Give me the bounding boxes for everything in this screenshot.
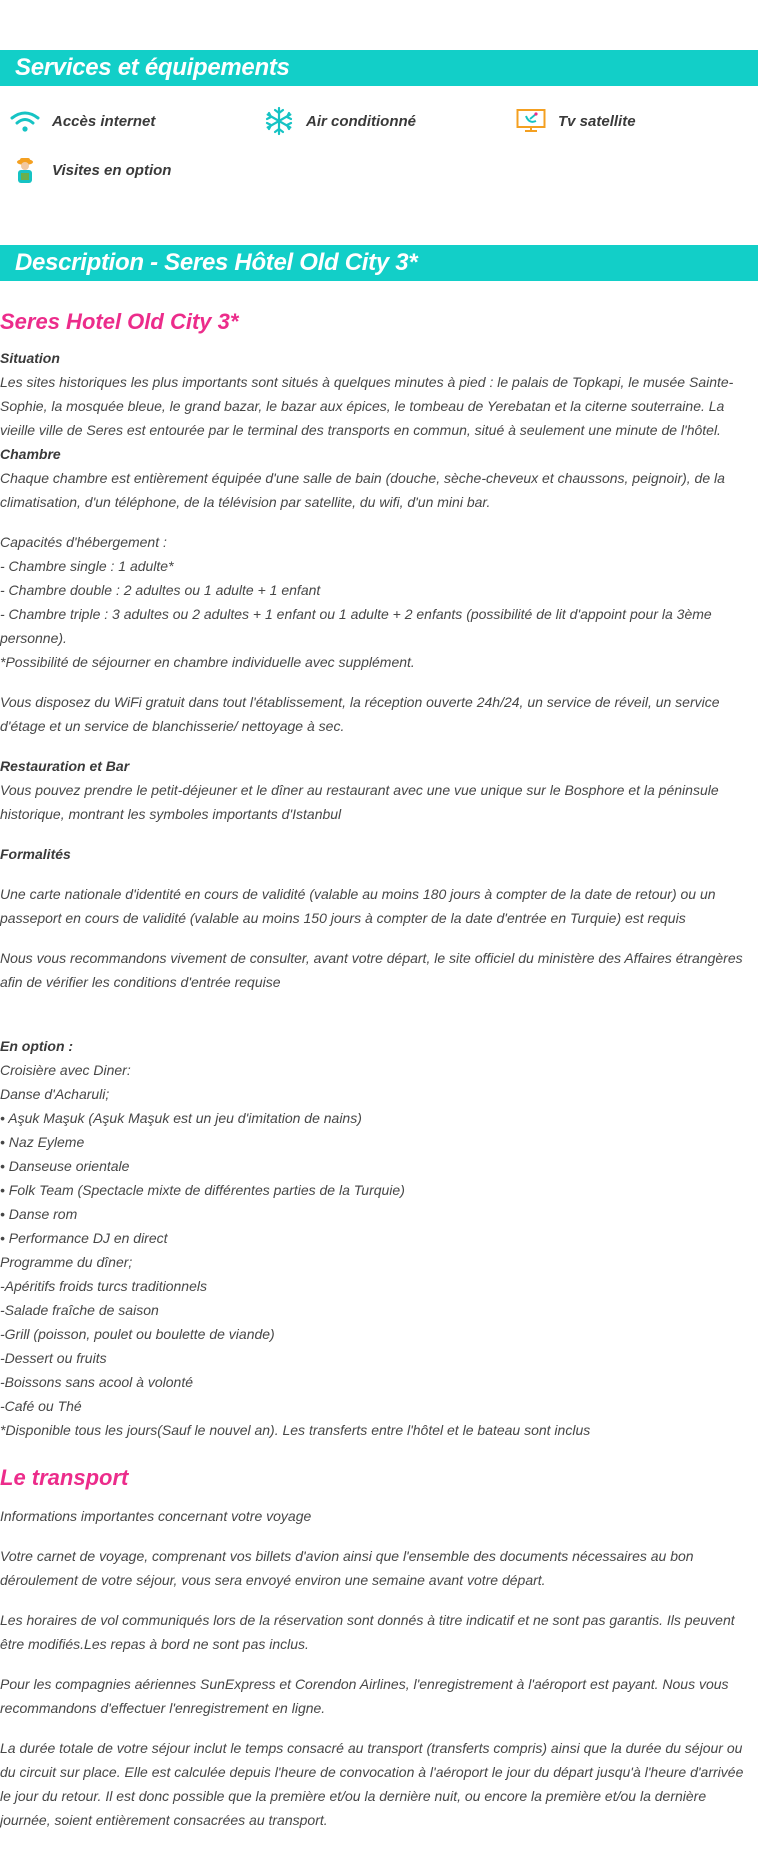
chambre-section <box>0 442 758 514</box>
option-line: • Naz Eyleme <box>0 1134 85 1150</box>
transport-paragraph: Informations importantes concernant votre voyage <box>0 1508 312 1524</box>
capacites-section <box>0 530 758 674</box>
transport-paragraph: La durée totale de votre séjour inclut le temps consacré au transport (transferts compris) ainsi que la durée du séjour ou du circuit sur place. Elle est calculée depuis l'heure de convocation à l'aéroport le jour du départ jusqu'à l'heure d'arrivée le jour du retour. Il est donc possible que la première et/ou la dernière nuit, ou encore la première et/ou la dernière journée, soient entièrement consacrées au transport. <box>0 1740 744 1828</box>
capacites-line: - Chambre triple : 3 adultes ou 2 adultes + 1 enfant ou 1 adulte + 2 enfants (possibilité de lit d'appoint pour la 3ème personne). <box>0 606 712 646</box>
description-banner <box>0 245 758 281</box>
option-line: • Aşuk Maşuk (Aşuk Maşuk est un jeu d'imitation de nains) <box>0 1110 362 1126</box>
option-line: Croisière avec Diner: <box>0 1062 131 1078</box>
transport-paragraph: Votre carnet de voyage, comprenant vos billets d'avion ainsi que l'ensemble des documents nécessaires au bon déroulement de votre séjour, vous sera envoyé environ une semaine avant votre départ. <box>0 1548 694 1588</box>
option-line: -Grill (poisson, poulet ou boulette de viande) <box>0 1326 275 1342</box>
option-line: • Danseuse orientale <box>0 1158 130 1174</box>
situation-title: Situation <box>0 350 60 366</box>
option-line: -Café ou Thé <box>0 1398 82 1414</box>
recommandation-text: Nous vous recommandons vivement de consulter, avant votre départ, le site officiel du ministère des Affaires étrangères afin de vérifier les conditions d'entrée requise <box>0 950 743 990</box>
service-label: Accès internet <box>52 112 156 130</box>
option-line: Danse d'Acharuli; <box>0 1086 110 1102</box>
restauration-section <box>0 754 758 826</box>
restauration-text: Vous pouvez prendre le petit-déjeuner et le dîner au restaurant avec une vue unique sur le Bosphore et la péninsule historique, montrant les symboles importants d'Istanbul <box>0 782 719 822</box>
option-line: Programme du dîner; <box>0 1254 133 1270</box>
option-line: *Disponible tous les jours(Sauf le nouvel an). Les transferts entre l'hôtel et le bateau sont inclus <box>0 1422 591 1438</box>
transport-paragraph: Pour les compagnies aériennes SunExpress et Corendon Airlines, l'enregistrement à l'aéroport est payant. Nous vous recommandons d'effectuer l'enregistrement en ligne. <box>0 1676 729 1716</box>
option-line: -Boissons sans acool à volonté <box>0 1374 193 1390</box>
option-line: -Salade fraîche de saison <box>0 1302 159 1318</box>
services-banner <box>0 50 758 86</box>
option-line: -Dessert ou fruits <box>0 1350 107 1366</box>
tour-guide-icon <box>10 155 40 185</box>
service-label: Tv satellite <box>558 112 636 130</box>
services-title: Services et équipements <box>15 54 290 81</box>
transport-heading: Le transport <box>0 1465 129 1490</box>
satellite-tv-icon <box>516 106 546 136</box>
option-line: • Performance DJ en direct <box>0 1230 168 1246</box>
restauration-title: Restauration et Bar <box>0 758 130 774</box>
service-item-satellite-tv <box>516 106 636 136</box>
option-line: • Folk Team (Spectacle mixte de différentes parties de la Turquie) <box>0 1182 405 1198</box>
hotel-name-heading: Seres Hotel Old City 3* <box>0 309 239 334</box>
formalites-title-block <box>0 842 758 866</box>
capacites-line: - Chambre double : 2 adultes ou 1 adulte + 1 enfant <box>0 582 321 598</box>
service-item-tours <box>10 155 171 185</box>
capacites-line: - Chambre single : 1 adulte* <box>0 558 174 574</box>
description-title: Description - Seres Hôtel Old City 3* <box>15 249 418 276</box>
formalites-title: Formalités <box>0 846 71 862</box>
description-body <box>0 307 758 1848</box>
service-label: Air conditionné <box>306 112 416 130</box>
situation-section <box>0 346 758 442</box>
capacites-line: *Possibilité de séjourner en chambre individuelle avec supplément. <box>0 654 415 670</box>
wifi-text: Vous disposez du WiFi gratuit dans tout l'établissement, la réception ouverte 24h/24, un service de réveil, un service d'étage et un service de blanchisserie/ nettoyage à sec. <box>0 694 720 734</box>
wifi-icon <box>10 106 40 136</box>
capacites-line: Capacités d'hébergement : <box>0 534 167 550</box>
service-item-internet <box>10 106 155 136</box>
snowflake-icon <box>264 106 294 136</box>
option-line: • Danse rom <box>0 1206 78 1222</box>
option-title: En option : <box>0 1038 74 1054</box>
chambre-title: Chambre <box>0 446 61 462</box>
chambre-text: Chaque chambre est entièrement équipée d'une salle de bain (douche, sèche-cheveux et chaussons, peignoir), de la climatisation, d'un téléphone, de la télévision par satellite, du wifi, d'un mini bar. <box>0 470 725 510</box>
option-line: -Apéritifs froids turcs traditionnels <box>0 1278 207 1294</box>
service-label: Visites en option <box>52 161 172 179</box>
service-item-air-conditioning <box>264 106 416 136</box>
formalites-text: Une carte nationale d'identité en cours de validité (valable au moins 180 jours à compter de la date de retour) ou un passeport en cours de validité (valable au moins 150 jours à compter de la date d'entrée en Turquie) est requis <box>0 886 716 926</box>
situation-text: Les sites historiques les plus importants sont situés à quelques minutes à pied : le palais de Topkapi, le musée Sainte-Sophie, la mosquée bleue, le grand bazar, le bazar aux épices, le tombeau de Yerebatan et la citerne souterraine. La vieille ville de Seres est entourée par le terminal des transports en commun, situé à seulement une minute de l'hôtel. <box>0 374 734 438</box>
option-section <box>0 1034 758 1442</box>
transport-paragraph: Les horaires de vol communiqués lors de la réservation sont donnés à titre indicatif et ne sont pas garantis. Ils peuvent être modifiés.Les repas à bord ne sont pas inclus. <box>0 1612 735 1652</box>
